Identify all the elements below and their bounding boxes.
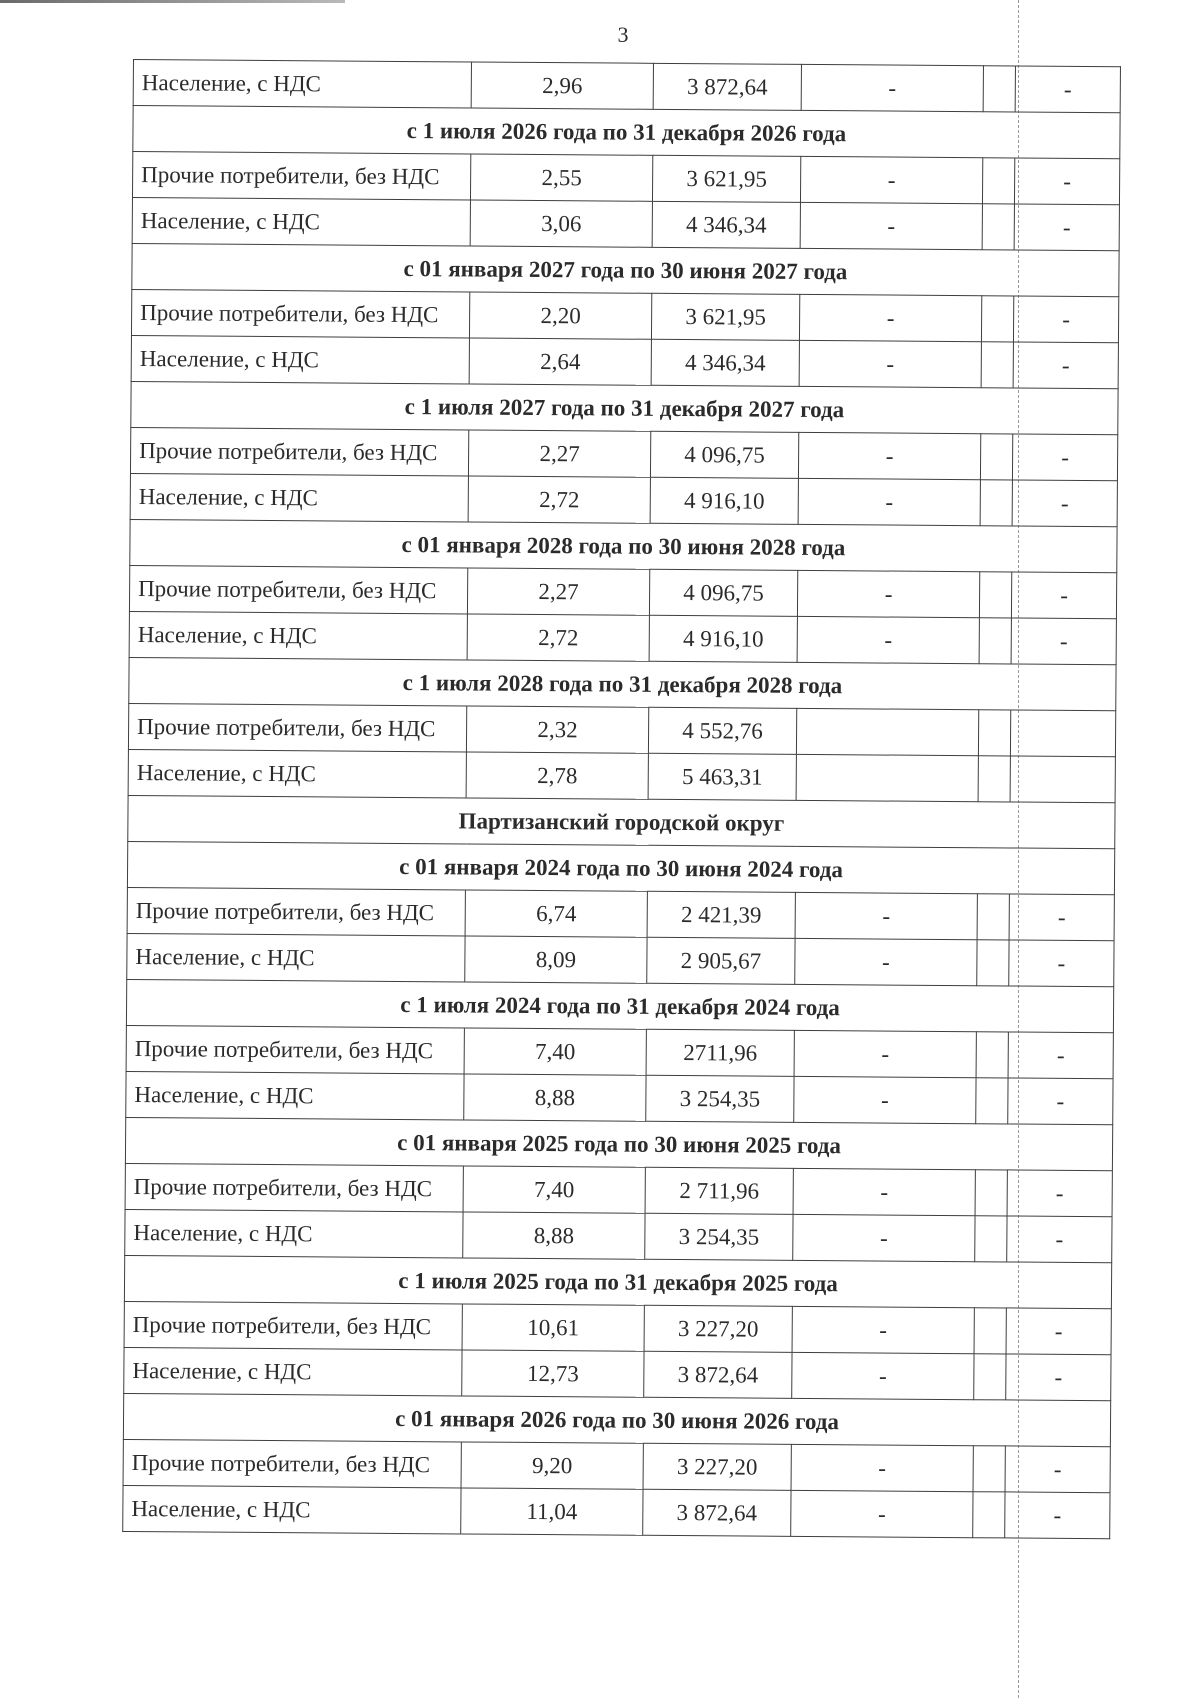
spacer-cell — [980, 434, 1012, 480]
rate-cell: 9,20 — [461, 1442, 643, 1489]
rate-cell: 2,55 — [470, 154, 652, 201]
extra-value-cell: - — [1012, 434, 1117, 481]
tariff-table-body — [123, 60, 1121, 1539]
period-heading: с 1 июля 2027 года по 31 декабря 2027 года — [131, 381, 1118, 434]
extra-value-cell: - — [794, 1076, 976, 1123]
period-heading-row — [125, 1117, 1112, 1170]
cost-cell: 2 711,96 — [645, 1167, 793, 1214]
period-heading: с 01 января 2024 года по 30 июня 2024 года — [127, 841, 1114, 894]
spacer-cell — [983, 66, 1015, 112]
extra-value-cell: - — [1011, 618, 1116, 665]
period-heading: с 1 июля 2028 года по 31 декабря 2028 года — [129, 657, 1116, 710]
extra-value-cell: - — [1006, 1308, 1111, 1355]
cost-cell: 4 346,34 — [652, 201, 800, 248]
period-heading: с 1 июля 2025 года по 31 декабря 2025 года — [124, 1255, 1111, 1308]
rate-cell: 7,40 — [464, 1028, 646, 1075]
table-row — [127, 887, 1114, 940]
table-row — [127, 933, 1114, 986]
period-heading-row — [133, 106, 1120, 159]
period-heading: с 01 января 2026 года по 30 июня 2026 года — [123, 1393, 1110, 1446]
cost-cell: 4 096,75 — [649, 569, 797, 616]
extra-value-cell — [796, 708, 978, 755]
table-row — [133, 60, 1120, 113]
rate-cell: 2,72 — [467, 614, 649, 661]
consumer-category-cell: Население, с НДС — [130, 473, 468, 521]
consumer-category-cell: Население, с НДС — [126, 1071, 464, 1119]
extra-value-cell: - — [1005, 1492, 1110, 1539]
extra-value-cell: - — [793, 1214, 975, 1261]
page-number: 3 — [617, 22, 629, 47]
extra-value-cell: - — [795, 892, 977, 939]
extra-value-cell: - — [1008, 1032, 1113, 1079]
table-row — [125, 1163, 1112, 1216]
extra-value-cell: - — [1013, 342, 1118, 389]
rate-cell: 2,64 — [469, 338, 651, 385]
cost-cell: 3 872,64 — [643, 1489, 791, 1536]
consumer-category-cell: Население, с НДС — [133, 60, 471, 108]
consumer-category-cell: Население, с НДС — [131, 335, 469, 383]
extra-value-cell: - — [792, 1352, 974, 1399]
extra-value-cell — [1010, 756, 1115, 803]
extra-value-cell: - — [799, 340, 981, 387]
rate-cell: 2,96 — [471, 62, 653, 109]
spacer-cell — [974, 1354, 1006, 1400]
cost-cell: 2 421,39 — [647, 891, 795, 938]
extra-value-cell: - — [1012, 480, 1117, 527]
consumer-category-cell: Прочие потребители, без НДС — [132, 152, 470, 200]
consumer-category-cell: Население, с НДС — [123, 1485, 461, 1533]
rate-cell: 2,27 — [467, 568, 649, 615]
period-heading: Партизанский городской округ — [128, 795, 1115, 848]
consumer-category-cell: Население, с НДС — [132, 197, 470, 245]
period-heading-row — [127, 841, 1114, 894]
rate-cell: 8,88 — [463, 1212, 645, 1259]
period-heading-row — [124, 1255, 1111, 1308]
extra-value-cell: - — [799, 294, 981, 341]
consumer-category-cell: Население, с НДС — [128, 749, 466, 797]
spacer-cell — [980, 480, 1012, 526]
spacer-cell — [975, 1216, 1007, 1262]
table-row — [124, 1347, 1111, 1400]
extra-value-cell: - — [800, 202, 982, 249]
extra-value-cell: - — [1014, 158, 1119, 205]
consumer-category-cell: Прочие потребители, без НДС — [124, 1301, 462, 1349]
rate-cell: 6,74 — [465, 890, 647, 937]
consumer-category-cell: Прочие потребители, без НДС — [125, 1163, 463, 1211]
spacer-cell — [975, 1170, 1007, 1216]
spacer-cell — [977, 940, 1009, 986]
extra-value-cell: - — [800, 156, 982, 203]
extra-value-cell: - — [791, 1444, 973, 1491]
cost-cell: 4 916,10 — [649, 615, 797, 662]
extra-value-cell: - — [795, 938, 977, 985]
spacer-cell — [977, 894, 1009, 940]
extra-value-cell: - — [1005, 1446, 1110, 1493]
consumer-category-cell: Прочие потребители, без НДС — [126, 1025, 464, 1073]
period-heading-row — [129, 657, 1116, 710]
cost-cell: 3 621,95 — [652, 155, 800, 202]
cost-cell: 3 872,64 — [653, 63, 801, 110]
consumer-category-cell: Прочие потребители, без НДС — [131, 289, 469, 337]
extra-value-cell: - — [798, 432, 980, 479]
spacer-cell — [976, 1032, 1008, 1078]
rate-cell: 2,20 — [469, 292, 651, 339]
rate-cell: 7,40 — [463, 1166, 645, 1213]
table-row — [131, 335, 1118, 388]
extra-value-cell — [1010, 710, 1115, 757]
cost-cell: 4 552,76 — [648, 707, 796, 754]
period-heading: с 1 июля 2024 года по 31 декабря 2024 года — [126, 979, 1113, 1032]
period-heading-row — [132, 243, 1119, 296]
rate-cell: 8,09 — [465, 936, 647, 983]
extra-value-cell: - — [791, 1490, 973, 1537]
period-heading-row — [128, 795, 1115, 848]
extra-value-cell: - — [798, 478, 980, 525]
extra-value-cell — [796, 754, 978, 801]
table-row — [128, 703, 1115, 756]
table-row — [128, 749, 1115, 802]
period-heading-row — [123, 1393, 1110, 1446]
table-row — [132, 197, 1119, 250]
table-row — [131, 289, 1118, 342]
rate-cell: 2,72 — [468, 476, 650, 523]
consumer-category-cell: Население, с НДС — [125, 1209, 463, 1257]
spacer-cell — [974, 1308, 1006, 1354]
rate-cell: 10,61 — [462, 1304, 644, 1351]
extra-value-cell: - — [793, 1168, 975, 1215]
extra-value-cell: - — [1006, 1354, 1111, 1401]
cost-cell: 3 227,20 — [644, 1305, 792, 1352]
spacer-cell — [976, 1078, 1008, 1124]
consumer-category-cell: Прочие потребители, без НДС — [130, 427, 468, 475]
extra-value-cell: - — [794, 1030, 976, 1077]
extra-value-cell: - — [1007, 1216, 1112, 1263]
table-row — [126, 1071, 1113, 1124]
extra-value-cell: - — [1007, 1170, 1112, 1217]
rate-cell: 8,88 — [464, 1074, 646, 1121]
consumer-category-cell: Прочие потребители, без НДС — [123, 1439, 461, 1487]
rate-cell: 3,06 — [470, 200, 652, 247]
table-row — [130, 473, 1117, 526]
rate-cell: 12,73 — [462, 1350, 644, 1397]
consumer-category-cell: Население, с НДС — [129, 611, 467, 659]
extra-value-cell: - — [1015, 66, 1120, 113]
document-sheet — [122, 59, 1120, 1539]
tariff-table — [122, 59, 1121, 1539]
cost-cell: 3 254,35 — [645, 1213, 793, 1260]
extra-value-cell: - — [1008, 1078, 1113, 1125]
spacer-cell — [982, 204, 1014, 250]
spacer-cell — [973, 1446, 1005, 1492]
extra-value-cell: - — [797, 570, 979, 617]
cost-cell: 5 463,31 — [648, 753, 796, 800]
table-row — [125, 1209, 1112, 1262]
extra-value-cell: - — [1013, 296, 1118, 343]
extra-value-cell: - — [1014, 204, 1119, 251]
cost-cell: 2 905,67 — [647, 937, 795, 984]
cost-cell: 3 872,64 — [644, 1351, 792, 1398]
consumer-category-cell: Прочие потребители, без НДС — [129, 565, 467, 613]
table-row — [129, 565, 1116, 618]
rate-cell: 2,78 — [466, 752, 648, 799]
spacer-cell — [979, 572, 1011, 618]
cost-cell: 2711,96 — [646, 1029, 794, 1076]
extra-value-cell: - — [797, 616, 979, 663]
cost-cell: 3 621,95 — [651, 293, 799, 340]
consumer-category-cell: Прочие потребители, без НДС — [127, 887, 465, 935]
table-row — [129, 611, 1116, 664]
consumer-category-cell: Прочие потребители, без НДС — [128, 703, 466, 751]
extra-value-cell: - — [1009, 940, 1114, 987]
rate-cell: 2,27 — [468, 430, 650, 477]
table-row — [123, 1439, 1110, 1492]
period-heading-row — [131, 381, 1118, 434]
spacer-cell — [979, 618, 1011, 664]
spacer-cell — [981, 342, 1013, 388]
spacer-cell — [978, 756, 1010, 802]
spacer-cell — [981, 296, 1013, 342]
consumer-category-cell: Население, с НДС — [127, 933, 465, 981]
spacer-cell — [973, 1492, 1005, 1538]
cost-cell: 3 254,35 — [646, 1075, 794, 1122]
consumer-category-cell: Население, с НДС — [124, 1347, 462, 1395]
extra-value-cell: - — [792, 1306, 974, 1353]
period-heading-row — [130, 519, 1117, 572]
period-heading: с 01 января 2027 года по 30 июня 2027 года — [132, 243, 1119, 296]
period-heading-row — [126, 979, 1113, 1032]
cost-cell: 4 096,75 — [650, 431, 798, 478]
rate-cell: 2,32 — [466, 706, 648, 753]
rate-cell: 11,04 — [461, 1488, 643, 1535]
cost-cell: 4 346,34 — [651, 339, 799, 386]
extra-value-cell: - — [1011, 572, 1116, 619]
period-heading: с 1 июля 2026 года по 31 декабря 2026 года — [133, 106, 1120, 159]
cost-cell: 3 227,20 — [643, 1443, 791, 1490]
scan-edge-shadow — [0, 0, 345, 3]
table-row — [130, 427, 1117, 480]
period-heading: с 01 января 2028 года по 30 июня 2028 года — [130, 519, 1117, 572]
table-row — [126, 1025, 1113, 1078]
extra-value-cell: - — [1009, 894, 1114, 941]
table-row — [132, 152, 1119, 205]
spacer-cell — [982, 158, 1014, 204]
extra-value-cell: - — [801, 64, 983, 111]
table-row — [124, 1301, 1111, 1354]
table-row — [123, 1485, 1110, 1538]
period-heading: с 01 января 2025 года по 30 июня 2025 года — [125, 1117, 1112, 1170]
cost-cell: 4 916,10 — [650, 477, 798, 524]
spacer-cell — [978, 710, 1010, 756]
